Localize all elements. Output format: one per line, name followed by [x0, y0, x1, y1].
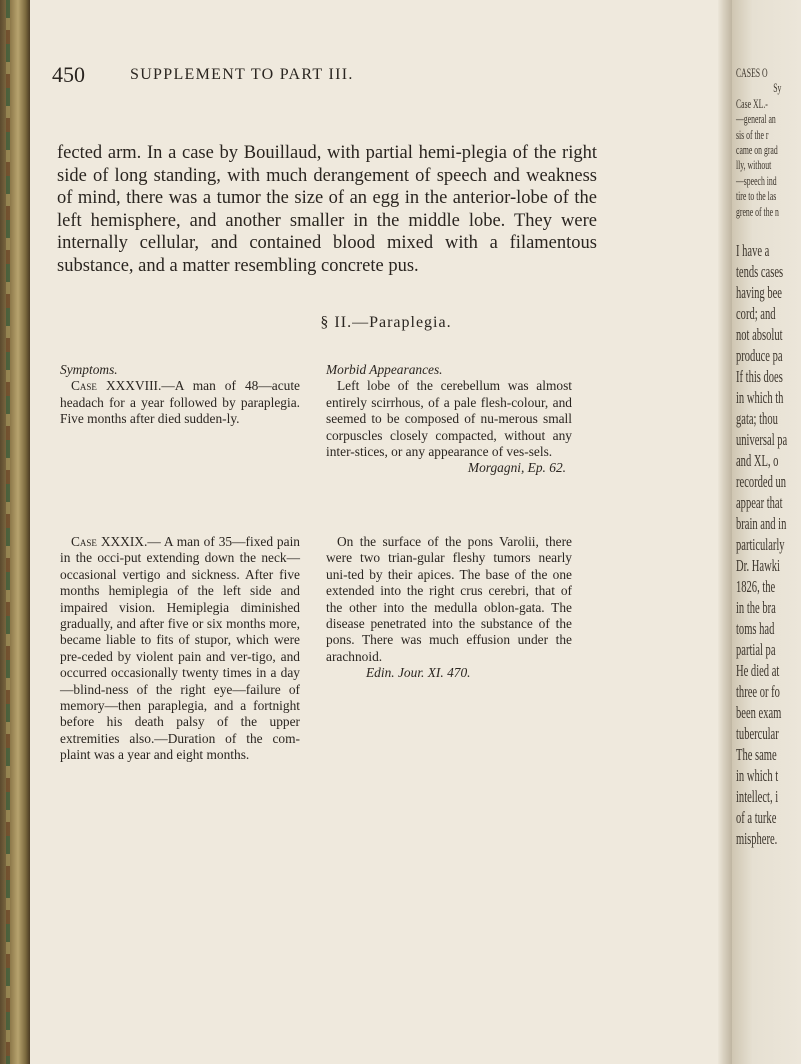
facing-line: appear that: [736, 493, 783, 513]
facing-line: brain and in: [736, 514, 787, 534]
facing-line: produce pa: [736, 346, 783, 366]
facing-line: Case XL.-: [736, 96, 768, 111]
facing-line: lly, without: [736, 158, 772, 173]
page-header: [52, 62, 592, 90]
facing-line: cord; and: [736, 304, 776, 324]
facing-line: sis of the r: [736, 127, 769, 142]
facing-line: of a turke: [736, 808, 777, 828]
case-39-label: Case XXXIX.: [71, 534, 148, 549]
case-39-symptoms: [60, 534, 300, 764]
morbid-appearances-heading: Morbid Appearances.: [326, 362, 443, 377]
facing-line: —speech ind: [736, 173, 777, 188]
facing-line: having bee: [736, 283, 782, 303]
facing-line: tends cases: [736, 262, 784, 282]
facing-line: Sy: [773, 81, 782, 96]
facing-line: tubercular: [736, 724, 779, 744]
facing-line: in which th: [736, 388, 784, 408]
facing-line: I have a: [736, 241, 770, 261]
intro-paragraph: fected arm. In a case by Bouillaud, with partial hemi-plegia of the right side of long standing, with much derangement of speech and weakness of mind, there was a tumor the size of an egg in the anterior-lobe of the left hemisphere, and another smaller in the middle lobe. They were internally cellular, and contained blood mixed with a filamentous substance, and a matter resembling concrete pus.: [57, 143, 597, 276]
symptoms-column: [60, 362, 300, 428]
facing-line: intellect, i: [736, 787, 779, 807]
book-page: [30, 0, 718, 1064]
facing-line: misphere.: [736, 829, 778, 849]
facing-line: The same: [736, 745, 777, 765]
facing-line: He died at: [736, 661, 780, 681]
case-38-appearances: Left lobe of the cerebellum was almost entirely scirrhous, of a pale flesh-colour, and seemed to be composed of nu-merous small corpuscles closely compacted, without any inter-stices, or any appearance of ves-sels.: [326, 378, 572, 460]
facing-line: 1826, the: [736, 577, 776, 597]
facing-line: and XL, o: [736, 451, 779, 471]
page-number: 450: [52, 62, 85, 87]
case-39-symptoms-text: — A man of 35—fixed pain in the occi-put extending down the neck—occasional vertigo and sickness. After five months hemiplegia of the left side and impaired vision. Hemiplegia diminished gradually, and after five or six months more, became liable to fits of stupor, which were pre-ceded by violent pain and ver-tigo, and occurred occasionally twenty times in a day—blind-ness of the right eye—failure of memory—then paraplegia, and a fortnight before his death palsy of the upper extremities also.—Duration of the com-plaint was a year and eight months.: [60, 534, 300, 763]
running-head: SUPPLEMENT TO PART III.: [130, 66, 354, 83]
symptoms-heading: Symptoms.: [60, 362, 118, 377]
symptoms-column-case-39: [60, 534, 300, 764]
facing-line: grene of the n: [736, 204, 779, 219]
facing-page-edge: [732, 0, 801, 1064]
section-heading: § II.—Paraplegia.: [320, 314, 452, 331]
case-39-citation: Edin. Jour. XI. 470.: [366, 665, 471, 681]
facing-line: came on grad: [736, 143, 778, 158]
facing-page-text: [736, 66, 801, 849]
case-38-label: Case XXXVIII.: [71, 378, 162, 394]
facing-line: three or fo: [736, 682, 780, 702]
facing-line: gata; thou: [736, 409, 778, 429]
facing-line: not absolut: [736, 325, 783, 345]
facing-line: particularly: [736, 535, 785, 555]
facing-line: toms had: [736, 619, 775, 639]
facing-line: tire to the las: [736, 189, 777, 204]
morbid-appearances-column: [326, 362, 572, 477]
facing-line: been exam: [736, 703, 782, 723]
case-39-appearances: On the surface of the pons Varolii, there were two trian-gular fleshy tumors nearly uni-ted by their apices. The base of the one extended into the right crus cerebri, that of the other into the medulla oblon-gata. The disease penetrated into the substance of the pons. There was much effusion under the arachnoid.: [326, 534, 572, 664]
book-binding: [0, 0, 30, 1064]
case-38-symptoms: [60, 378, 300, 427]
case-38-citation: Morgagni, Ep. 62.: [467, 460, 566, 476]
morbid-appearances-column-case-39: [326, 534, 572, 682]
facing-line: If this does: [736, 367, 783, 387]
binding-pattern: [6, 0, 10, 1064]
facing-line: —general an: [736, 112, 776, 127]
facing-line: in the bra: [736, 598, 776, 618]
facing-line: universal pa: [736, 430, 788, 450]
facing-line: Dr. Hawki: [736, 556, 780, 576]
facing-line: CASES O: [736, 66, 768, 80]
facing-line: partial pa: [736, 640, 776, 660]
facing-line: recorded un: [736, 472, 787, 492]
page-gutter: [718, 0, 732, 1064]
facing-line: in which t: [736, 766, 779, 786]
case-38-symptoms-text: —A man of 48—acute headach for a year followed by paraplegia. Five months after died sudden-ly.: [60, 378, 300, 427]
